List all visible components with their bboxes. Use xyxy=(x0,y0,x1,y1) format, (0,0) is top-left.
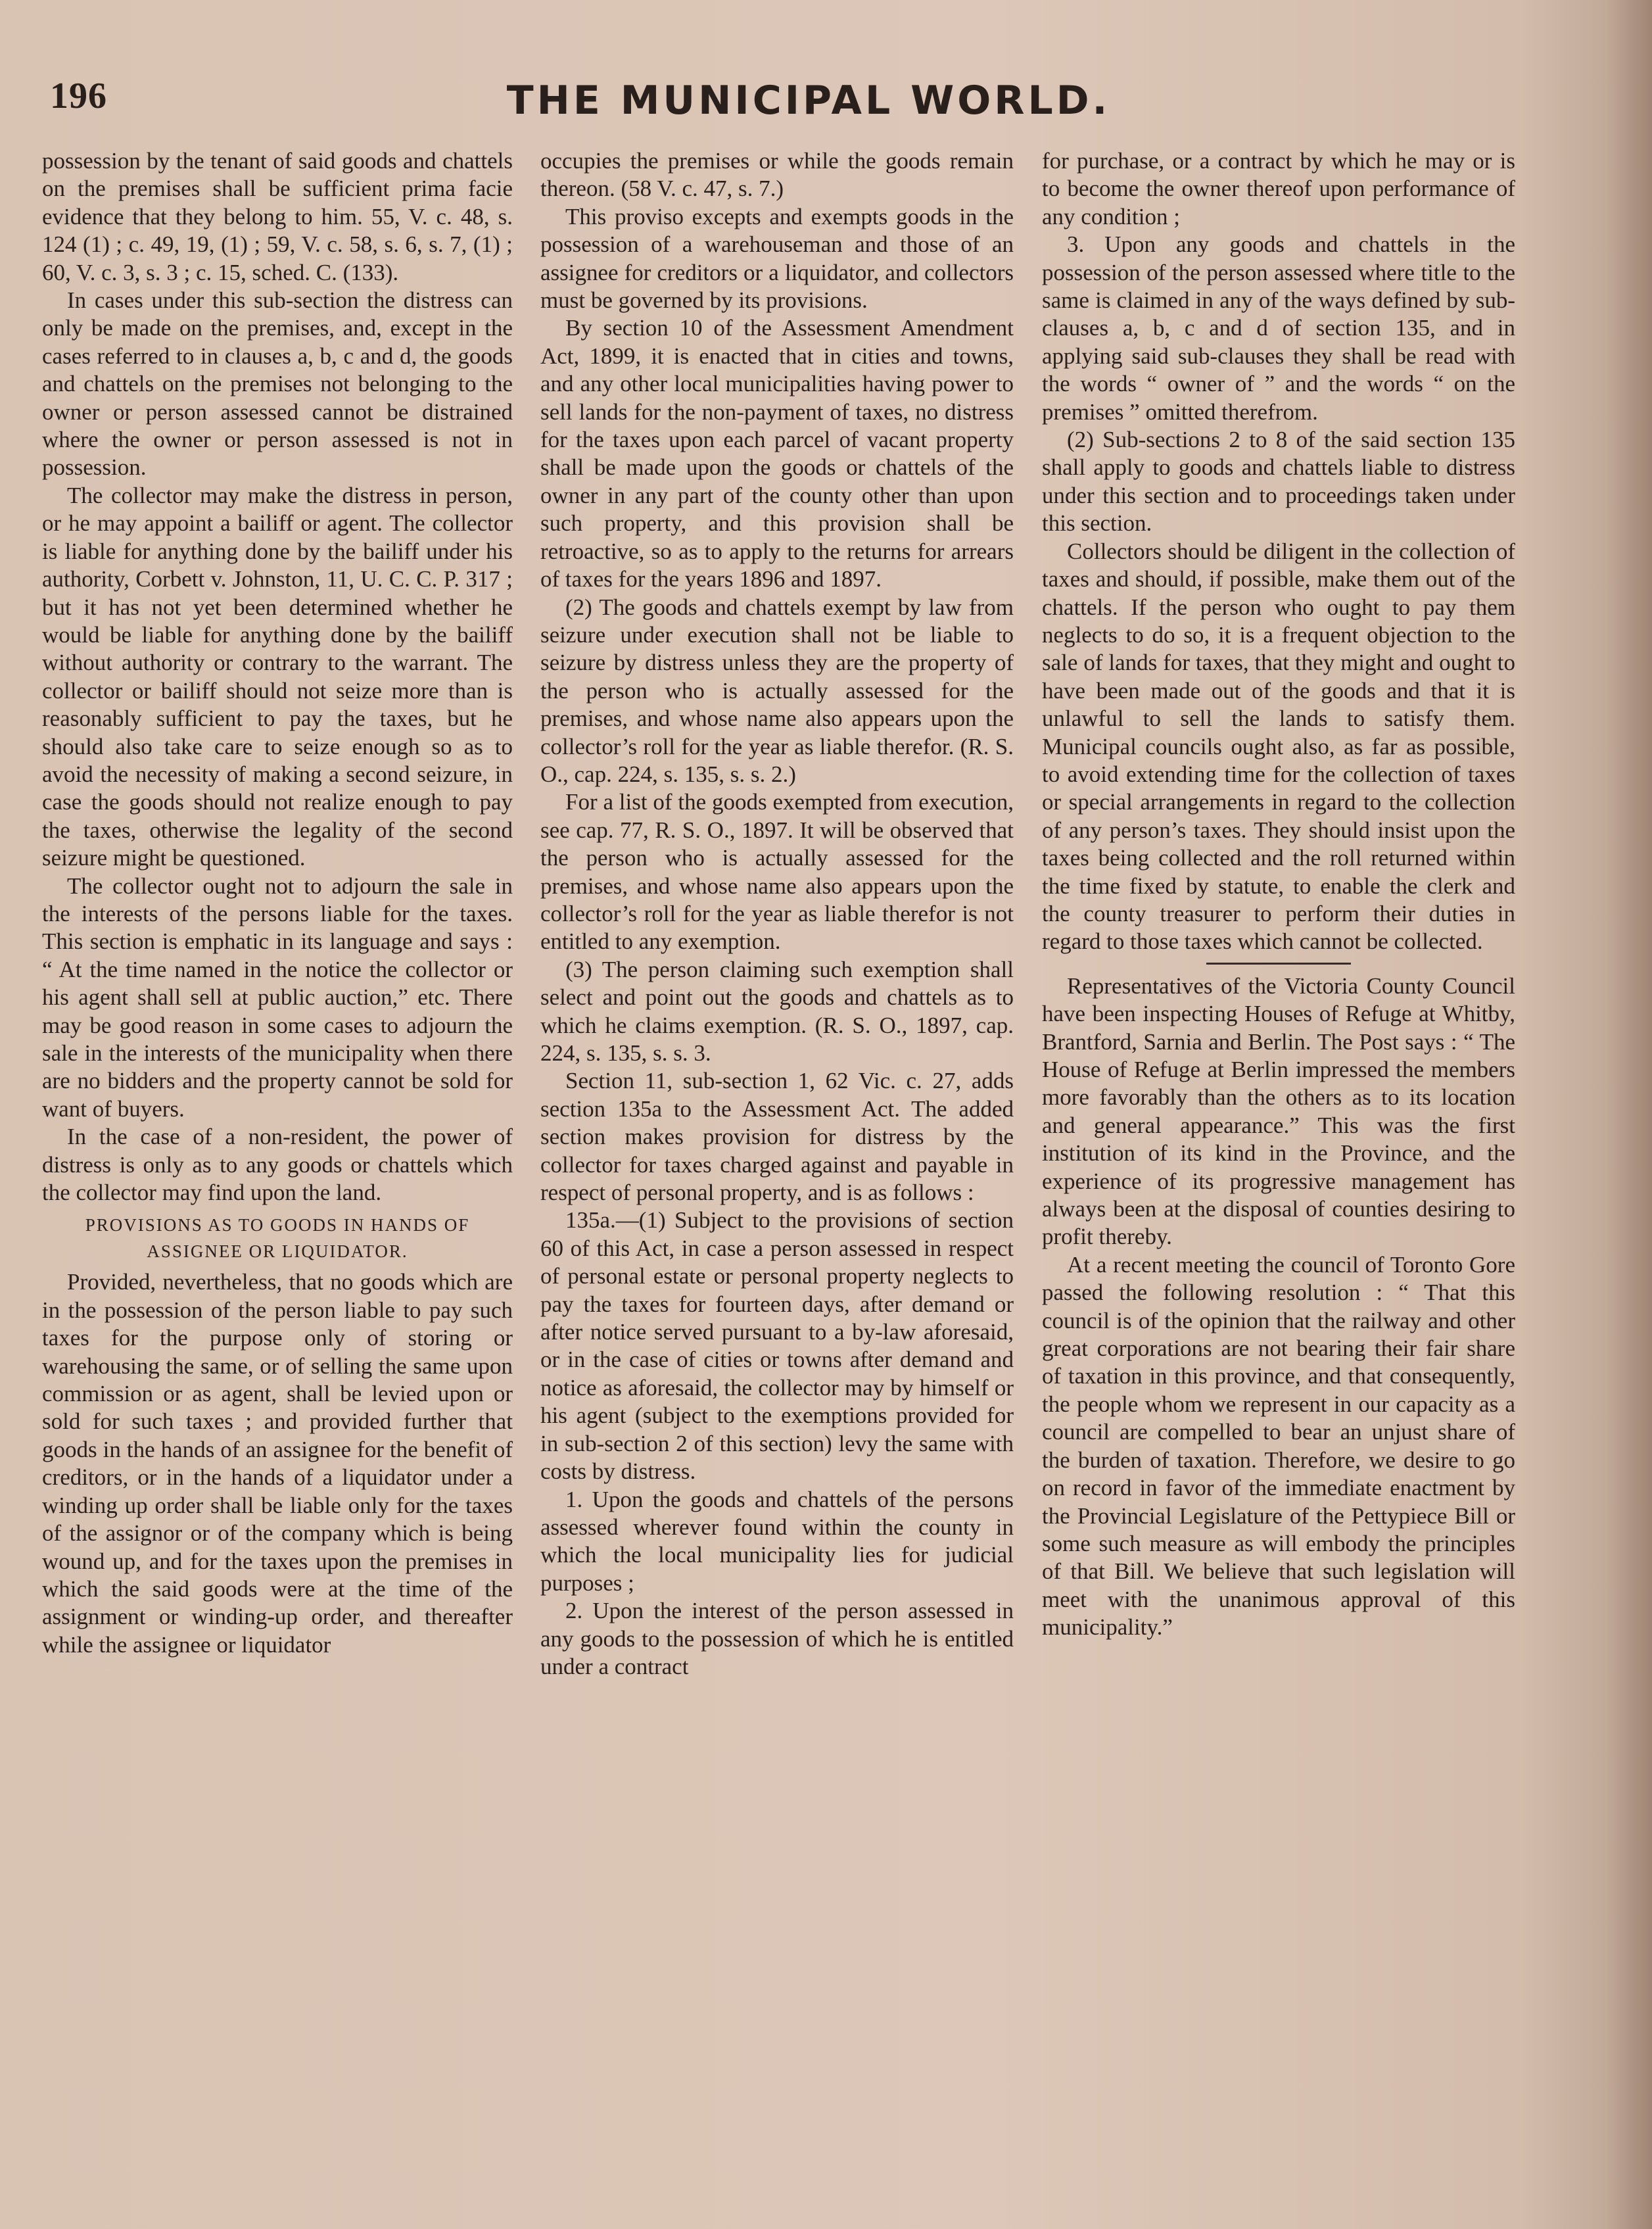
paragraph: (3) The person claiming such exemption shall select and point out the goods and chattels as to which he claims exemption. (R. S. O., 1897, cap. 224, s. 135, s. s. 3. xyxy=(540,956,1014,1066)
column-right xyxy=(1042,147,1515,1642)
binding-shadow xyxy=(1606,0,1652,2229)
paragraph: 135a.—(1) Subject to the provisions of section 60 of this Act, in case a person assessed in respect of personal estate or personal property neglects to pay the taxes for fourteen days, after demand or after notice served pursuant to a by-law aforesaid, or in the case of cities or towns after demand and notice as aforesaid, the collector may by himself or his agent (subject to the exemptions provided for in sub-section 2 of this section) levy the same with costs by distress. xyxy=(540,1207,1014,1485)
paragraph: Representatives of the Victoria County Council have been inspecting Houses of Refuge at Whitby, Brantford, Sarnia and Berlin. The Post says : “ The House of Refuge at Berlin impressed the members more favorably than the others as to its location and general appearance.” This was the first institution of its kind in the Province, and the experience of its progressive management has always been at the disposal of counties desiring to profit thereby. xyxy=(1042,972,1515,1250)
paragraph: 3. Upon any goods and chattels in the possession of the person assessed where title to the same is claimed in any of the ways defined by sub-clauses a, b, c and d of section 135, and in applying said sub-clauses they shall be read with the words “ owner of ” and the words “ on the premises ” omitted therefrom. xyxy=(1042,231,1515,425)
paragraph: Provided, nevertheless, that no goods which are in the possession of the person liable to pay such taxes for the purpose only of storing or warehousing the same, or of selling the same upon commission or as agent, shall be levied upon or sold for such taxes ; and provided further that goods in the hands of an assignee for the benefit of creditors, or in the hands of a liquidator under a winding up order shall be liable only for the taxes of the assignor or of the company which is being wound up, and for the taxes upon the premises in which the said goods were at the time of the assignment or winding-up order, and thereafter while the assignee or liquidator xyxy=(42,1269,513,1658)
paragraph: possession by the tenant of said goods and chattels on the premises shall be sufficient prima facie evidence that they belong to him. 55, V. c. 48, s. 124 (1) ; c. 49, 19, (1) ; 59, V. c. 58, s. 6, s. 7, (1) ; 60, V. c. 3, s. 3 ; c. 15, sched. C. (133). xyxy=(42,148,513,285)
paragraph: In the case of a non-resident, the power of distress is only as to any goods or chattels which the collector may find upon the land. xyxy=(42,1124,513,1206)
section-heading: PROVISIONS AS TO GOODS IN HANDS OF ASSIGNEE OR LIQUIDATOR. xyxy=(85,1215,470,1262)
paragraph: (2) Sub-sections 2 to 8 of the said section 135 shall apply to goods and chattels liable to distress under this section and to proceedings taken under this section. xyxy=(1042,427,1515,537)
paragraph: occupies the premises or while the goods remain thereon. (58 V. c. 47, s. 7.) xyxy=(540,148,1014,202)
section-divider xyxy=(1206,963,1351,965)
paragraph: In cases under this sub-section the distress can only be made on the premises, and, except in the cases referred to in clauses a, b, c and d, the goods and chattels on the premises not belonging to the owner or person assessed cannot be distrained where the owner or person assessed is not in possession. xyxy=(42,287,513,481)
paragraph: The collector may make the distress in person, or he may appoint a bailiff or agent. The collector is liable for anything done by the bailiff under his authority, Corbett v. Johnston, 11, U. C. C. P. 317 ; but it has not yet been determined whether he would be liable for anything done by the bailiff without authority or contrary to the warrant. The collector or bailiff should not seize more than is reasonably sufficient to pay the taxes, but he should also take care to seize enough so as to avoid the necessity of making a second seizure, in case the goods should not realize enough to pay the taxes, otherwise the legality of the second seizure might be questioned. xyxy=(42,482,513,871)
paragraph: By section 10 of the Assessment Amendment Act, 1899, it is enacted that in cities and towns, and any other local municipalities having power to sell lands for the non-payment of taxes, no distress for the taxes upon each parcel of vacant property shall be made upon the goods or chattels of the owner in any part of the county other than upon such property, and this provision shall be retroactive, so as to apply to the returns for arrears of taxes for the years 1896 and 1897. xyxy=(540,315,1014,592)
paragraph: for purchase, or a contract by which he may or is to become the owner thereof upon performance of any condition ; xyxy=(1042,148,1515,229)
column-left xyxy=(42,147,513,1659)
paragraph: For a list of the goods exempted from execution, see cap. 77, R. S. O., 1897. It will be observed that the person who is actually assessed for the premises, and whose name also appears upon the collector’s roll for the year as liable therefor is not entitled to any exemption. xyxy=(540,789,1014,955)
publication-title: THE MUNICIPAL WORLD. xyxy=(506,78,1111,124)
paragraph: 1. Upon the goods and chattels of the persons assessed wherever found within the county in which the local municipality lies for judicial purposes ; xyxy=(540,1486,1014,1596)
paragraph: Collectors should be diligent in the collection of taxes and should, if possible, make them out of the chattels. If the person who ought to pay them neglects to do so, it is a frequent objection to the sale of lands for taxes, that they might and ought to have been made out of the goods and that it is unlawful to sell the lands to satisfy them. Municipal councils ought also, as far as possible, to avoid extending time for the collection of taxes or special arrangements in regard to the collection of any person’s taxes. They should insist upon the taxes being collected and the roll returned within the time fixed by statute, to enable the clerk and the county treasurer to perform their duties in regard to those taxes which cannot be collected. xyxy=(1042,538,1515,955)
paragraph: At a recent meeting the council of Toronto Gore passed the following resolution : “ That this council is of the opinion that the railway and other great corporations are not bearing their fair share of taxation in this province, and that consequently, the people whom we represent in our capacity as a council are compelled to bear an unjust share of the burden of taxation. Therefore, we desire to go on record in favor of the immediate enactment by the Provincial Legislature of the Pettypiece Bill or some such measure as will embody the principles of that Bill. We believe that such legislation will meet with the unanimous approval of this municipality.” xyxy=(1042,1251,1515,1641)
paragraph: The collector ought not to adjourn the sale in the interests of the persons liable for the taxes. This section is emphatic in its language and says : “ At the time named in the notice the collector or his agent shall sell at public auction,” etc. There may be good reason in some cases to adjourn the sale in the interests of the municipality when there are no bidders and the property cannot be sold for want of buyers. xyxy=(42,873,513,1122)
paragraph: (2) The goods and chattels exempt by law from seizure under execution shall not be liable to seizure by distress unless they are the property of the person who is actually assessed for the premises, and whose name also appears upon the collector’s roll for the year as liable therefor. (R. S. O., cap. 224, s. 135, s. s. 2.) xyxy=(540,594,1014,787)
column-middle xyxy=(540,147,1014,1681)
page-number: 196 xyxy=(50,76,107,116)
paragraph: Section 11, sub-section 1, 62 Vic. c. 27, adds section 135a to the Assessment Act. The added section makes provision for distress by the collector for taxes charged against and payable in respect of personal property, and is as follows : xyxy=(540,1068,1014,1206)
paragraph: This proviso excepts and exempts goods in the possession of a warehouseman and those of an assignee for creditors or a liquidator, and collectors must be governed by its provisions. xyxy=(540,203,1014,314)
page-header xyxy=(46,72,1571,132)
paragraph: 2. Upon the interest of the person assessed in any goods to the possession of which he is entitled under a contract xyxy=(540,1598,1014,1679)
